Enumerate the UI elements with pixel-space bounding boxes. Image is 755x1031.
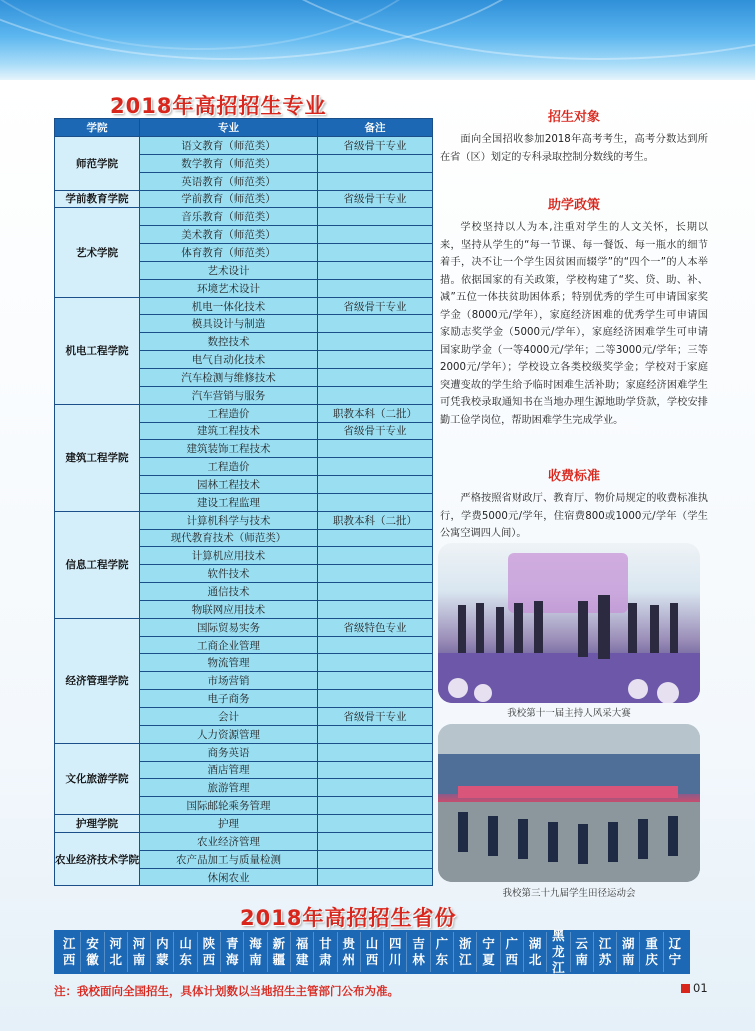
province-item: 湖 南 (617, 932, 640, 972)
major-cell: 酒店管理 (140, 761, 318, 779)
major-cell: 园林工程技术 (140, 476, 318, 494)
province-item: 宁 夏 (477, 932, 500, 972)
province-item: 黑 龙 江 (547, 932, 570, 972)
note-cell (318, 476, 433, 494)
major-cell: 物流管理 (140, 654, 318, 672)
province-item: 云 南 (571, 932, 594, 972)
college-cell: 农业经济技术学院 (55, 832, 140, 886)
note-cell (318, 333, 433, 351)
note-cell (318, 725, 433, 743)
major-cell: 计算机应用技术 (140, 547, 318, 565)
province-item: 河 南 (128, 932, 151, 972)
note-cell (318, 690, 433, 708)
major-cell: 数控技术 (140, 333, 318, 351)
stage-illustration (438, 543, 700, 703)
table-body (55, 137, 433, 886)
college-cell: 经济管理学院 (55, 618, 140, 743)
majors-title: 2018年高招招生专业 (110, 94, 327, 118)
note-cell (318, 547, 433, 565)
major-cell: 工程造价 (140, 458, 318, 476)
note-cell: 省级骨干专业 (318, 190, 433, 208)
note-cell (318, 458, 433, 476)
province-item: 河 北 (105, 932, 128, 972)
note-cell (318, 565, 433, 583)
note-cell (318, 636, 433, 654)
major-cell: 建筑装饰工程技术 (140, 440, 318, 458)
note-cell (318, 440, 433, 458)
province-item: 新 疆 (268, 932, 291, 972)
table-row (55, 511, 433, 529)
college-cell: 护理学院 (55, 815, 140, 833)
note-cell (318, 850, 433, 868)
note-cell (318, 797, 433, 815)
table-row (55, 815, 433, 833)
province-item: 浙 江 (454, 932, 477, 972)
major-cell: 市场营销 (140, 672, 318, 690)
note-cell (318, 832, 433, 850)
province-item: 海 南 (244, 932, 267, 972)
section-fees (440, 465, 708, 543)
section-fees-title: 收费标准 (547, 469, 600, 484)
section-target (440, 106, 708, 166)
majors-table (54, 118, 433, 886)
note-cell (318, 351, 433, 369)
note-cell (318, 868, 433, 886)
college-cell: 师范学院 (55, 137, 140, 191)
province-item: 吉 林 (407, 932, 430, 972)
major-cell: 农业经济管理 (140, 832, 318, 850)
major-cell: 数学教育（师范类） (140, 154, 318, 172)
table-header-row (55, 119, 433, 137)
province-item: 山 西 (361, 932, 384, 972)
note-cell (318, 261, 433, 279)
note-cell (318, 583, 433, 601)
province-item: 广 西 (501, 932, 524, 972)
province-item: 山 东 (174, 932, 197, 972)
major-cell: 工商企业管理 (140, 636, 318, 654)
section-target-text: 面向全国招收参加2018年高考考生，高考分数达到所在省（区）划定的专科录取控制分数线的考生。 (440, 134, 708, 163)
table-row (55, 190, 433, 208)
section-aid-title: 助学政策 (547, 198, 600, 213)
table-row (55, 832, 433, 850)
note-cell (318, 208, 433, 226)
page-number-text: 01 (693, 981, 708, 995)
major-cell: 商务英语 (140, 743, 318, 761)
major-cell: 环境艺术设计 (140, 279, 318, 297)
major-cell: 工程造价 (140, 404, 318, 422)
note-cell (318, 743, 433, 761)
banner (458, 786, 678, 798)
province-item: 四 川 (384, 932, 407, 972)
province-item: 青 海 (221, 932, 244, 972)
section-target-title: 招生对象 (547, 110, 600, 125)
note-cell (318, 815, 433, 833)
major-cell: 旅游管理 (140, 779, 318, 797)
note-cell: 省级骨干专业 (318, 422, 433, 440)
major-cell: 建设工程监理 (140, 493, 318, 511)
province-item: 福 建 (291, 932, 314, 972)
footer-note: 注：我校面向全国招生，具体计划数以当地招生主管部门公布为准。 (54, 984, 399, 998)
major-cell: 英语教育（师范类） (140, 172, 318, 190)
major-cell: 语文教育（师范类） (140, 137, 318, 155)
major-cell: 汽车营销与服务 (140, 386, 318, 404)
photo-sports-meet (438, 724, 700, 882)
major-cell: 电子商务 (140, 690, 318, 708)
major-cell: 物联网应用技术 (140, 600, 318, 618)
header-banner (0, 0, 755, 80)
note-cell (318, 244, 433, 262)
major-cell: 机电一体化技术 (140, 297, 318, 315)
major-cell: 体育教育（师范类） (140, 244, 318, 262)
major-cell: 农产品加工与质量检测 (140, 850, 318, 868)
major-cell: 学前教育（师范类） (140, 190, 318, 208)
province-item: 广 东 (431, 932, 454, 972)
major-cell: 汽车检测与维修技术 (140, 368, 318, 386)
major-cell: 艺术设计 (140, 261, 318, 279)
header-major: 专业 (140, 119, 318, 137)
major-cell: 国际贸易实务 (140, 618, 318, 636)
province-item: 陕 西 (198, 932, 221, 972)
province-item: 安 徽 (81, 932, 104, 972)
sports-illustration (438, 724, 700, 882)
province-item: 湖 北 (524, 932, 547, 972)
note-cell (318, 654, 433, 672)
province-item: 辽 宁 (668, 936, 682, 967)
major-cell: 电气自动化技术 (140, 351, 318, 369)
note-cell (318, 172, 433, 190)
photo-host-contest (438, 543, 700, 703)
note-cell (318, 279, 433, 297)
note-cell (318, 226, 433, 244)
province-item: 江 苏 (594, 932, 617, 972)
note-cell (318, 600, 433, 618)
table-row (55, 743, 433, 761)
note-cell (318, 779, 433, 797)
major-cell: 模具设计与制造 (140, 315, 318, 333)
section-aid-text: 学校坚持以人为本,注重对学生的人文关怀，长期以来，坚持从学生的“每一节课、每一餐饭、每一瓶水的细节着手，决不让一个学生因贫困而辍学”的“四个一”的人本举措。依据国家的有关政策，学校构建了“奖、贷、助、补、减”五位一体扶贫助困体系；特别优秀的学生可申请国家奖学金（8000元/学年），家庭经济困难的优秀学生可申请国家励志奖学金（5000元/学年），家庭经济困难学生可申请国家助学金（一等4000元/学年；二等3000元/学年；三等2000元/学年）；学校设立各类校级奖学金；学校对于家庭突遭变故的学生给予临时困难生活补助；家庭经济困难学生可凭我校录取通知书在当地办理生源地助学贷款，学校安排勤工俭学岗位，帮助困难学生完成学业。 (440, 222, 708, 426)
table-row (55, 404, 433, 422)
note-cell (318, 761, 433, 779)
provinces-title: 2018年高招招生省份 (240, 906, 457, 930)
note-cell (318, 672, 433, 690)
college-cell: 建筑工程学院 (55, 404, 140, 511)
note-cell (318, 529, 433, 547)
note-cell (318, 386, 433, 404)
major-cell: 音乐教育（师范类） (140, 208, 318, 226)
provinces-bar (54, 930, 690, 974)
major-cell: 会计 (140, 708, 318, 726)
stadium-roof (438, 724, 700, 754)
page-marker-icon (681, 984, 690, 993)
table-row (55, 618, 433, 636)
major-cell: 软件技术 (140, 565, 318, 583)
section-fees-text: 严格按照省财政厅、教育厅、物价局规定的收费标准执行，学费5000元/学年，住宿费800或1000元/学年（学生公寓空调四人间）。 (440, 493, 708, 539)
province-item: 甘 肃 (314, 932, 337, 972)
major-cell: 人力资源管理 (140, 725, 318, 743)
track (438, 802, 700, 882)
major-cell: 休闲农业 (140, 868, 318, 886)
major-cell: 现代教育技术（师范类） (140, 529, 318, 547)
note-cell (318, 315, 433, 333)
photo-sports-meet-caption: 我校第三十九届学生田径运动会 (502, 888, 636, 899)
table-row (55, 208, 433, 226)
college-cell: 信息工程学院 (55, 511, 140, 618)
note-cell: 省级骨干专业 (318, 137, 433, 155)
major-cell: 建筑工程技术 (140, 422, 318, 440)
major-cell: 美术教育（师范类） (140, 226, 318, 244)
major-cell: 通信技术 (140, 583, 318, 601)
section-aid (440, 194, 708, 429)
note-cell (318, 368, 433, 386)
note-cell: 省级骨干专业 (318, 708, 433, 726)
province-item: 内 蒙 (151, 932, 174, 972)
college-cell: 艺术学院 (55, 208, 140, 297)
major-cell: 国际邮轮乘务管理 (140, 797, 318, 815)
note-cell: 省级骨干专业 (318, 297, 433, 315)
province-item: 江 西 (58, 932, 81, 972)
province-item: 重 庆 (640, 932, 663, 972)
note-cell (318, 493, 433, 511)
major-cell: 护理 (140, 815, 318, 833)
note-cell: 职教本科（二批） (318, 404, 433, 422)
table-row (55, 297, 433, 315)
header-note: 备注 (318, 119, 433, 137)
photo-host-contest-caption: 我校第十一届主持人风采大赛 (507, 708, 631, 719)
header-college: 学院 (55, 119, 140, 137)
college-cell: 机电工程学院 (55, 297, 140, 404)
college-cell: 学前教育学院 (55, 190, 140, 208)
table-row (55, 137, 433, 155)
note-cell (318, 154, 433, 172)
province-item: 贵 州 (338, 932, 361, 972)
note-cell: 省级特色专业 (318, 618, 433, 636)
major-cell: 计算机科学与技术 (140, 511, 318, 529)
note-cell: 职教本科（二批） (318, 511, 433, 529)
page-number (681, 981, 708, 995)
college-cell: 文化旅游学院 (55, 743, 140, 814)
